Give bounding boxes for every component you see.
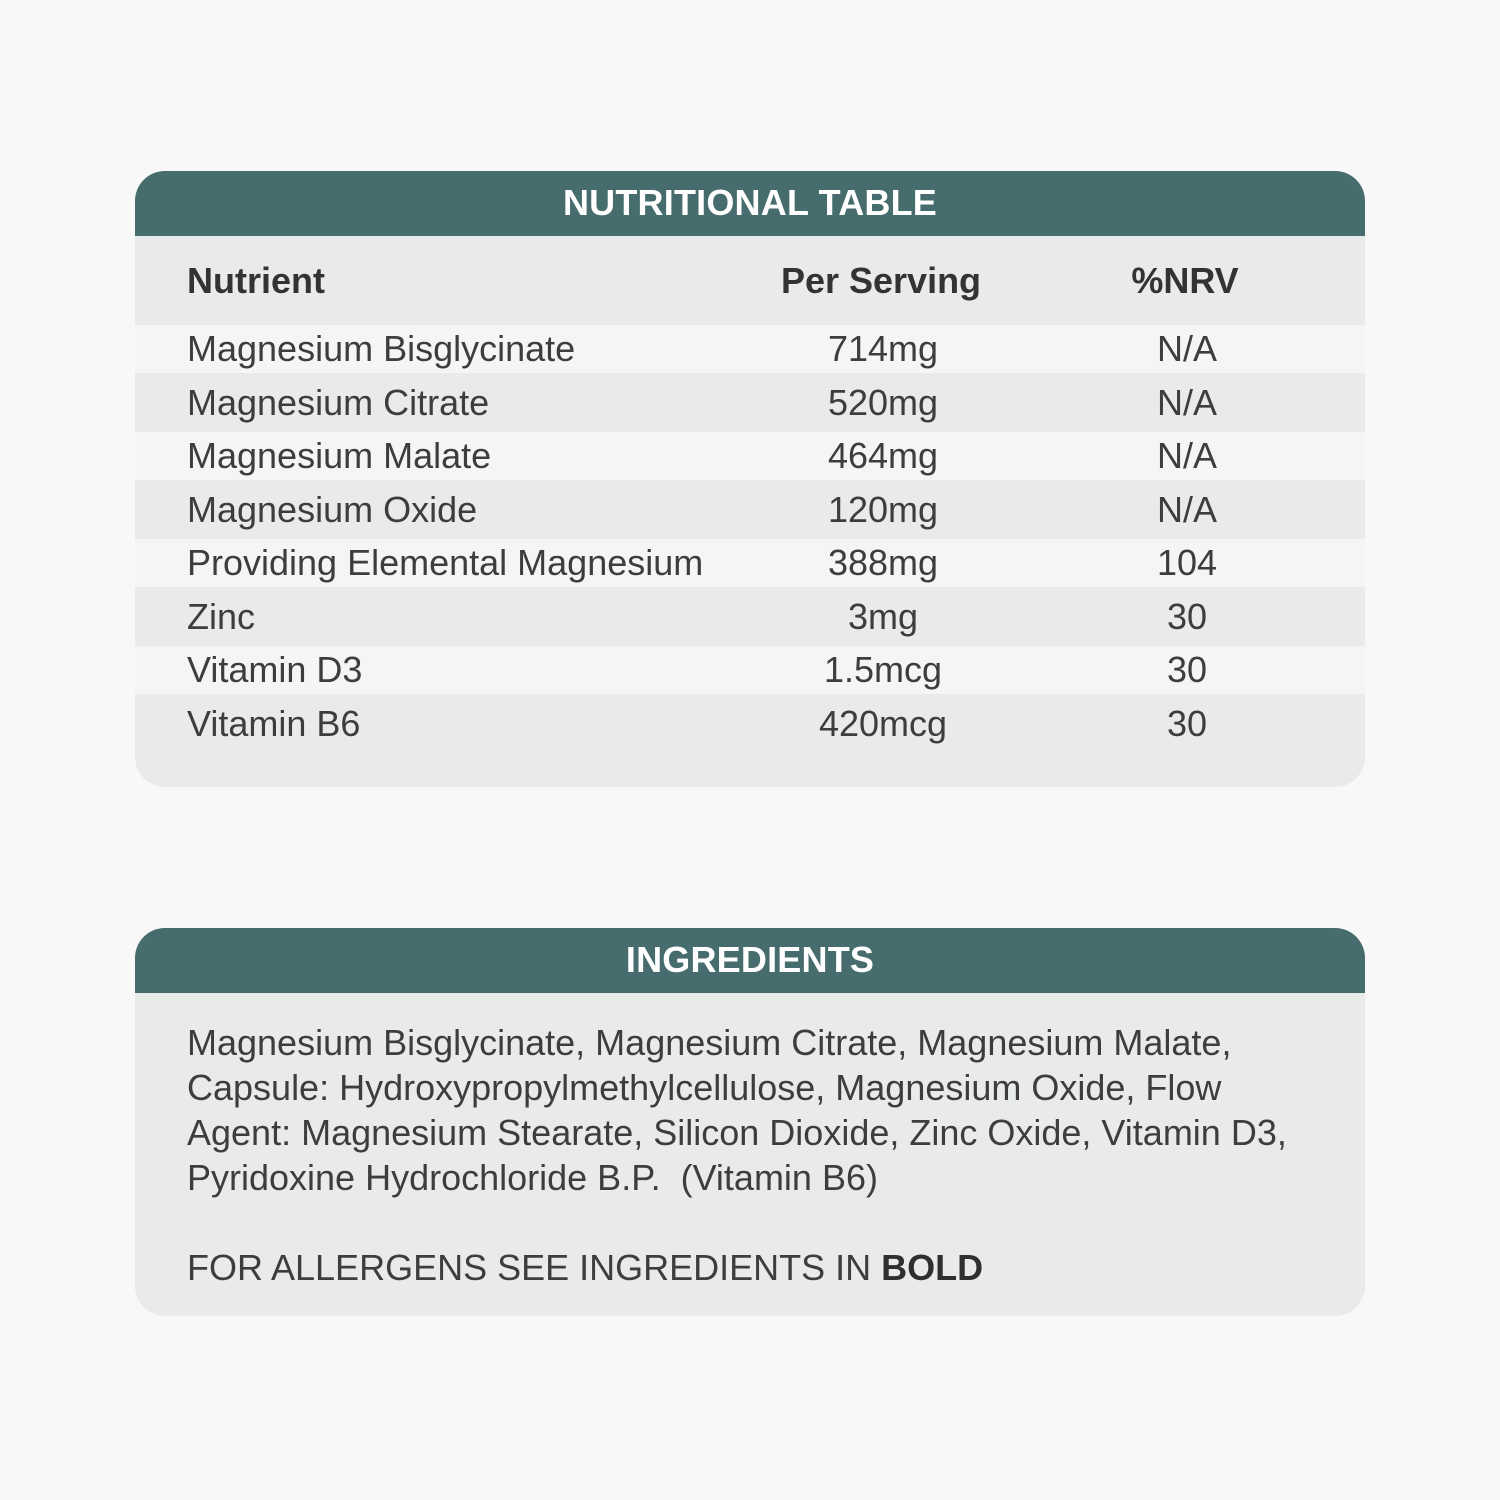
- nutritional-table-title: NUTRITIONAL TABLE: [135, 171, 1365, 236]
- table-row: [135, 325, 1365, 373]
- nutrient-name: Magnesium Malate: [187, 435, 492, 476]
- per-serving-value: 464mg: [827, 435, 939, 476]
- header-nrv: %NRV: [1131, 259, 1239, 301]
- table-row: [135, 646, 1365, 694]
- header-nutrient: Nutrient: [187, 259, 325, 301]
- nrv-value: N/A: [1156, 381, 1218, 423]
- table-row: [135, 694, 1365, 753]
- nrv-value: 30: [1166, 595, 1208, 637]
- nrv-value: N/A: [1156, 435, 1218, 476]
- nrv-value: 104: [1156, 542, 1218, 583]
- nutrient-name: Magnesium Bisglycinate: [187, 328, 576, 369]
- table-row: [135, 373, 1365, 432]
- nutrient-name: Magnesium Citrate: [187, 381, 490, 423]
- ingredients-card: [135, 928, 1365, 1316]
- table-row: [135, 432, 1365, 480]
- nutritional-table-card: [135, 171, 1365, 787]
- nrv-value: N/A: [1156, 328, 1218, 369]
- ingredients-title: INGREDIENTS: [135, 928, 1365, 993]
- nutrient-name: Zinc: [187, 595, 256, 637]
- per-serving-value: 1.5mcg: [823, 649, 943, 690]
- table-header-row: [135, 236, 1365, 325]
- ingredients-line: Agent: Magnesium Stearate, Silicon Dioxide, Zinc Oxide, Vitamin D3,: [187, 1112, 1287, 1153]
- ingredients-line: Pyridoxine Hydrochloride B.P. (Vitamin B6): [187, 1157, 878, 1198]
- ingredients-line: Magnesium Bisglycinate, Magnesium Citrate, Magnesium Malate,: [187, 1022, 1232, 1063]
- per-serving-value: 420mcg: [818, 702, 948, 744]
- allergen-bold: BOLD: [881, 1247, 984, 1288]
- table-row: [135, 539, 1365, 587]
- per-serving-value: 3mg: [847, 595, 919, 637]
- allergen-notice: [187, 1245, 1335, 1290]
- per-serving-value: 388mg: [827, 542, 939, 583]
- table-body: [135, 325, 1365, 753]
- table-row: [135, 587, 1365, 646]
- per-serving-value: 714mg: [827, 328, 939, 369]
- nrv-value: 30: [1166, 649, 1208, 690]
- nutrient-name: Vitamin B6: [187, 702, 361, 744]
- nrv-value: N/A: [1156, 488, 1218, 530]
- nrv-value: 30: [1166, 702, 1208, 744]
- allergen-prefix: FOR ALLERGENS SEE INGREDIENTS IN: [187, 1247, 882, 1288]
- nutrient-name: Providing Elemental Magnesium: [187, 542, 704, 583]
- per-serving-value: 120mg: [827, 488, 939, 530]
- ingredients-text: [135, 993, 1365, 1290]
- header-per-serving: Per Serving: [780, 259, 982, 301]
- per-serving-value: 520mg: [827, 381, 939, 423]
- table-row: [135, 480, 1365, 539]
- nutrient-name: Vitamin D3: [187, 649, 363, 690]
- nutrient-name: Magnesium Oxide: [187, 488, 478, 530]
- ingredients-line: Capsule: Hydroxypropylmethylcellulose, Magnesium Oxide, Flow: [187, 1067, 1222, 1108]
